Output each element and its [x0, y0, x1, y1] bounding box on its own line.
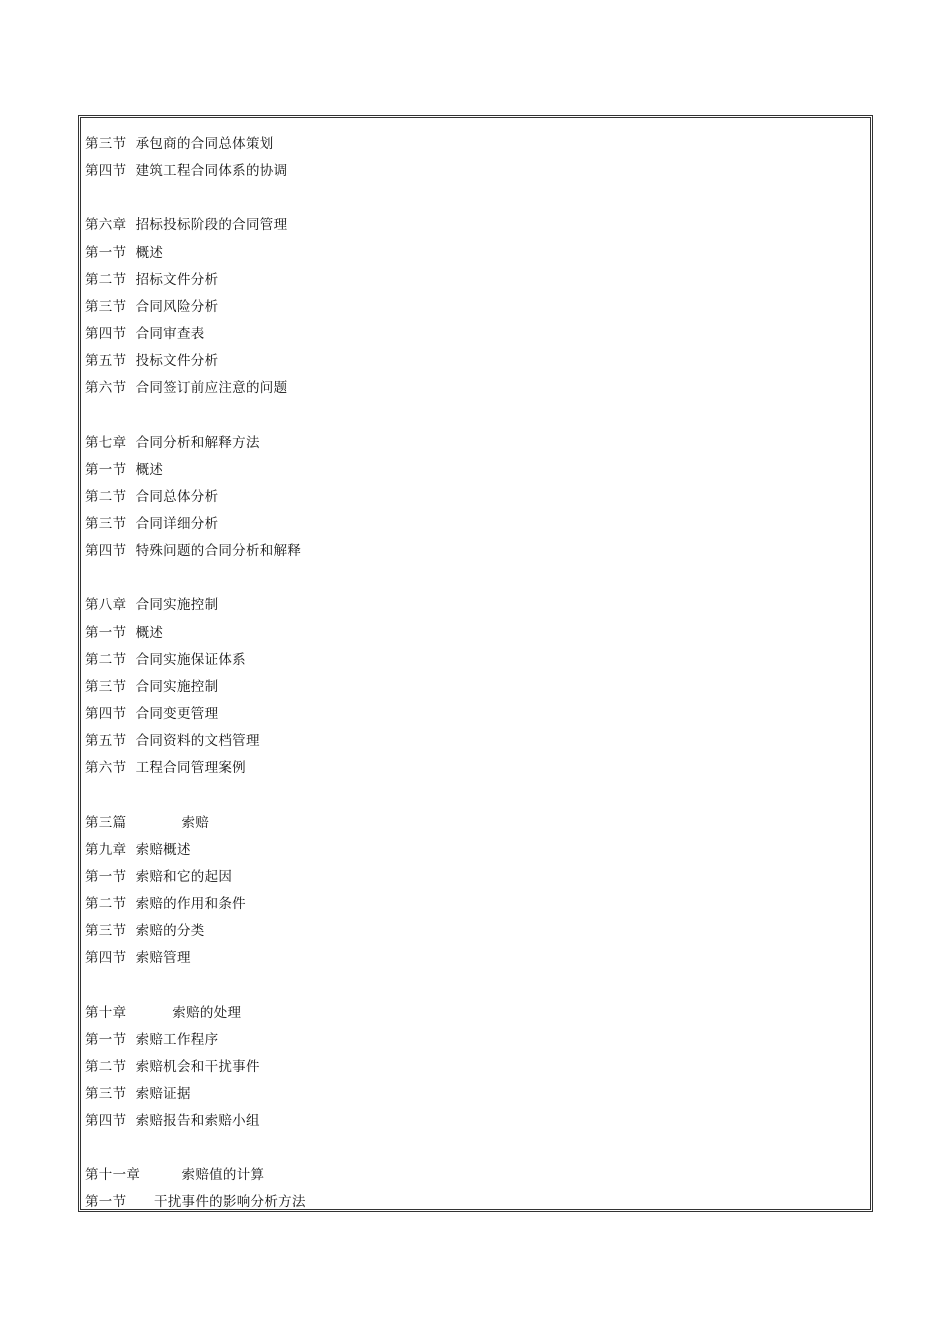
toc-chapter: 第十一章 索赔值的计算: [85, 1167, 265, 1184]
toc-line: 第四节 合同变更管理: [85, 705, 219, 722]
toc-line: 第三节 承包商的合同总体策划: [85, 136, 274, 152]
toc-line: 第二节 索赔机会和干扰事件: [85, 1058, 260, 1075]
toc-line: 第三节 合同风险分析: [85, 298, 219, 315]
toc-part: 第三篇 索赔: [85, 814, 210, 831]
toc-line: 第一节 索赔和它的起因: [85, 868, 233, 885]
toc-line: 第一节 概述: [85, 624, 164, 641]
toc-spacer: [85, 185, 306, 212]
toc-line: 第一节 概述: [85, 461, 164, 478]
toc-line: 第二节 合同总体分析: [85, 488, 219, 505]
toc-line: 第四节 特殊问题的合同分析和解释: [85, 543, 302, 560]
toc-line: 第一节 干扰事件的影响分析方法: [85, 1194, 306, 1211]
toc-spacer: [85, 972, 306, 999]
toc-line: 第二节 合同实施保证体系: [85, 651, 246, 668]
toc-spacer: [85, 1135, 306, 1162]
toc-spacer: [85, 402, 306, 429]
toc-line: 第五节 合同资料的文档管理: [85, 733, 260, 750]
content-frame: [78, 115, 873, 1212]
toc-line: 第四节 索赔报告和索赔小组: [85, 1113, 260, 1130]
toc-line: 第三节 索赔的分类: [85, 923, 205, 940]
toc-line: 第三节 合同详细分析: [85, 515, 219, 532]
toc-chapter: 第十章 索赔的处理: [85, 1004, 242, 1021]
toc-line: 第三节 合同实施控制: [85, 678, 219, 695]
toc-chapter: 第八章 合同实施控制: [85, 597, 219, 614]
toc-spacer: [85, 565, 306, 592]
toc-line: 第一节 概述: [85, 244, 164, 261]
toc-line: 第四节 建筑工程合同体系的协调: [85, 163, 288, 180]
toc-line: 第二节 招标文件分析: [85, 271, 219, 288]
table-of-contents: [85, 131, 306, 1217]
toc-line: 第六节 工程合同管理案例: [85, 760, 246, 777]
toc-chapter: 第六章 招标投标阶段的合同管理: [85, 217, 288, 234]
toc-line: 第五节 投标文件分析: [85, 353, 219, 370]
toc-spacer: [85, 782, 306, 809]
toc-line: 第一节 索赔工作程序: [85, 1031, 219, 1048]
toc-line: 第六节 合同签订前应注意的问题: [85, 380, 288, 397]
toc-chapter: 第七章 合同分析和解释方法: [85, 434, 260, 451]
toc-line: 第四节 索赔管理: [85, 950, 191, 967]
toc-line: 第四节 合同审查表: [85, 325, 205, 342]
toc-chapter: 第九章 索赔概述: [85, 841, 191, 858]
toc-line: 第三节 索赔证据: [85, 1085, 191, 1102]
toc-line: 第二节 索赔的作用和条件: [85, 895, 246, 912]
